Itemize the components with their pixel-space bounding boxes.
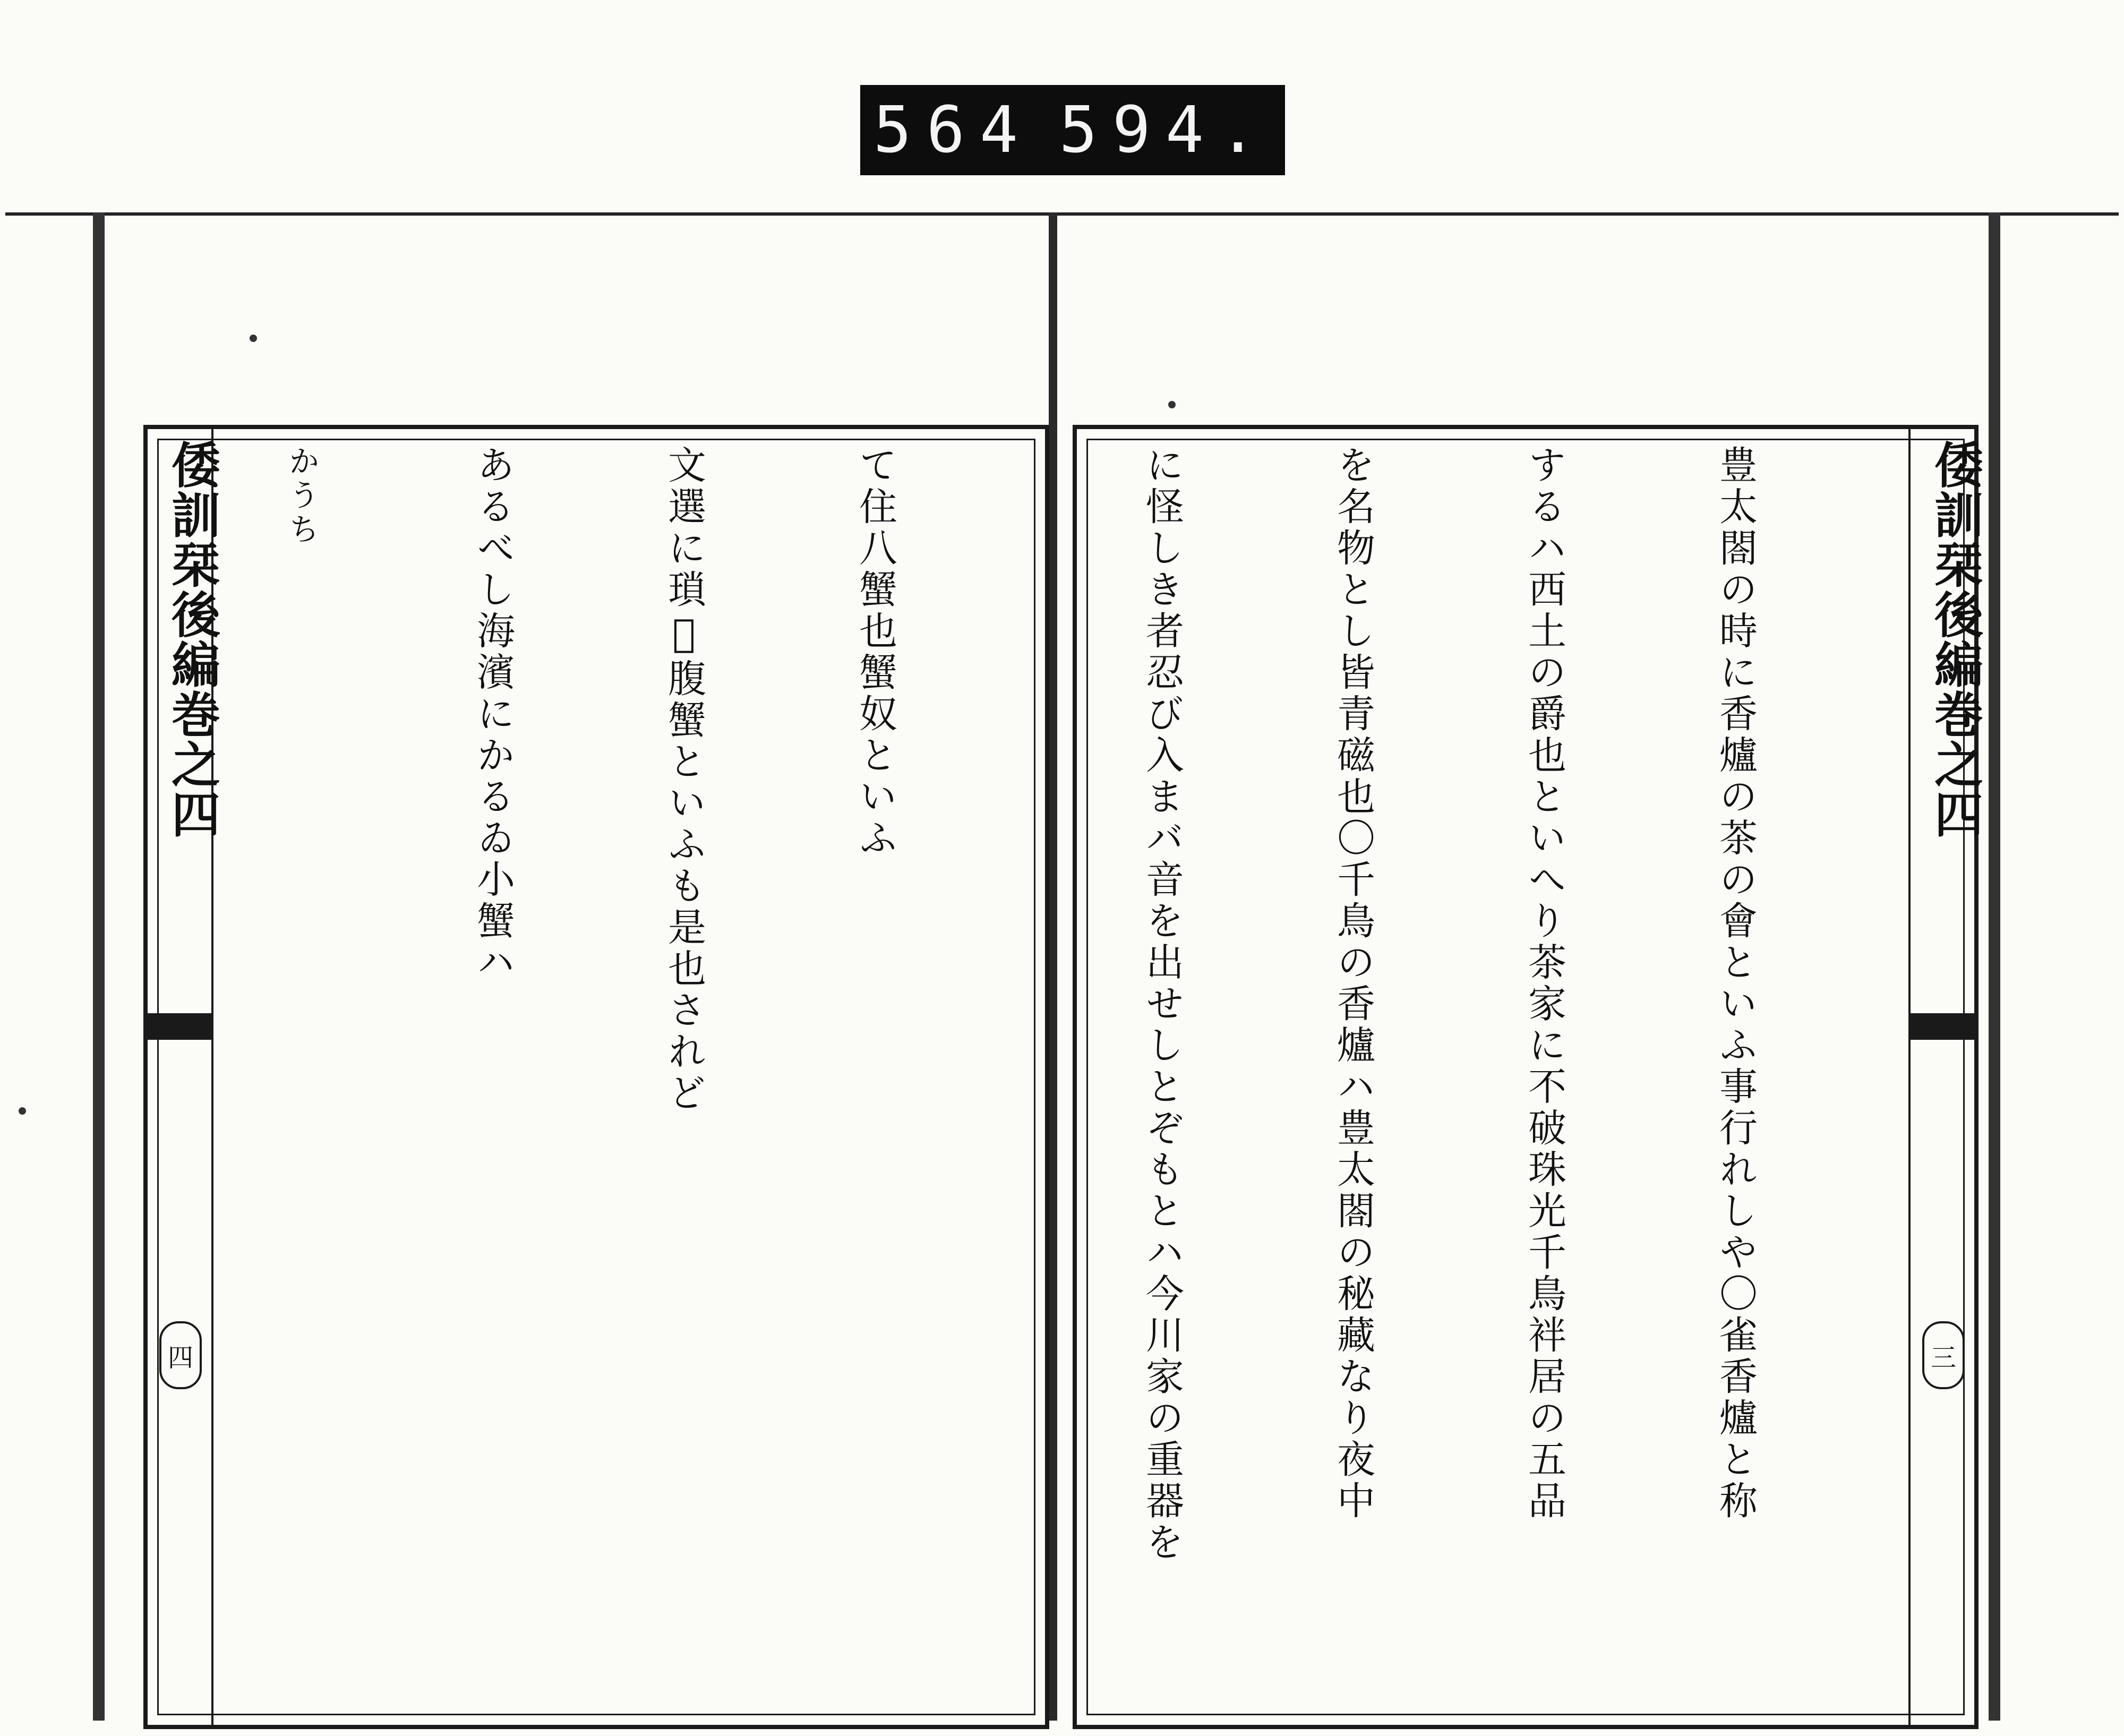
right-page-header-title: 倭訓栞後編巻之四 xyxy=(1926,440,1984,839)
text-column: を名物とし皆青磁也〇千鳥の香爐ハ豊太閤の秘藏なり夜中 xyxy=(1331,445,1375,1522)
ink-speck xyxy=(1168,401,1176,408)
ink-speck xyxy=(19,1107,26,1115)
right-page-fishtail-band xyxy=(1911,1013,1974,1040)
text-column: あるべし海濱にかるゐ小蟹ハ xyxy=(470,445,515,984)
book-spine xyxy=(1049,212,1057,1721)
text-column: 豊太閤の時に香爐の茶の會といふ事行れしや〇雀香爐と称 xyxy=(1713,445,1758,1522)
catalog-number-right: 594. xyxy=(1059,93,1272,167)
left-page xyxy=(143,425,1049,1729)
catalog-number-label xyxy=(860,85,1285,175)
right-page-margin-column xyxy=(1908,429,1984,1725)
left-page-text xyxy=(243,445,1034,1704)
top-rule xyxy=(5,212,2119,216)
text-column: に怪しき者忍び入まバ音を出せしとぞもとハ今川家の重器を xyxy=(1140,445,1184,1563)
left-page-header-title: 倭訓栞後編巻之四 xyxy=(164,440,221,839)
left-page-folio: 四 xyxy=(159,1321,202,1389)
right-page xyxy=(1073,425,1984,1729)
entry-headword: かうち xyxy=(284,445,320,547)
left-page-fishtail-band xyxy=(148,1013,211,1040)
left-page-margin-column xyxy=(148,429,221,1725)
text-column: 文選に瑣𤣴腹蟹といふも是也されど xyxy=(662,445,706,1114)
right-page-folio: 三 xyxy=(1922,1321,1965,1389)
ink-speck xyxy=(250,335,257,342)
text-column: するハ西土の爵也といへり茶家に不破珠光千鳥袢居の五品 xyxy=(1522,445,1566,1522)
left-book-edge xyxy=(93,212,105,1721)
right-page-text xyxy=(1093,445,1895,1704)
right-book-edge xyxy=(1989,212,2000,1721)
text-column: て住八蟹也蟹奴といふ xyxy=(853,445,897,859)
catalog-number-left: 564 xyxy=(873,93,1033,167)
